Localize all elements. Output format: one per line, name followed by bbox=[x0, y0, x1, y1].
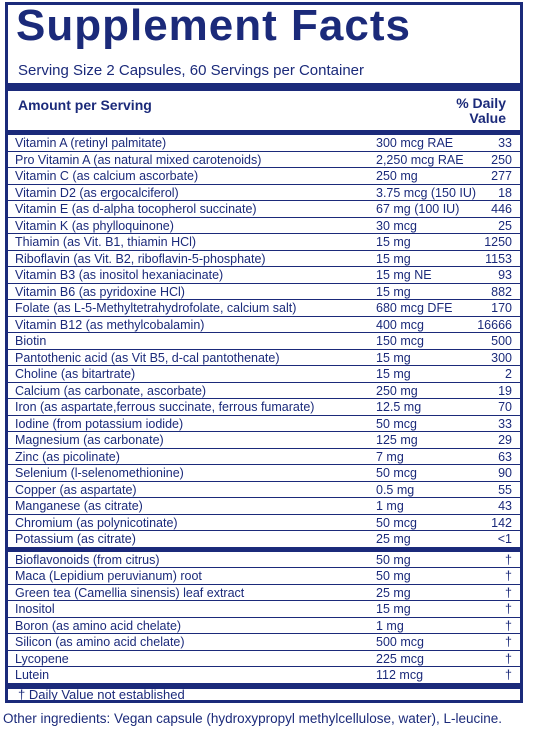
nutrient-amount: 50 mcg bbox=[376, 515, 417, 530]
nutrient-amount: 15 mg bbox=[376, 602, 411, 616]
nutrient-name: Silicon (as amino acid chelate) bbox=[15, 635, 185, 649]
nutrient-name: Choline (as bitartrate) bbox=[15, 367, 136, 381]
nutrient-amount: 25 mg bbox=[376, 532, 411, 546]
nutrient-amount: 50 mg bbox=[376, 552, 411, 567]
nutrient-daily-value: 170 bbox=[491, 301, 512, 315]
nutrient-daily-value: 90 bbox=[498, 466, 512, 480]
nutrient-name: Vitamin B6 (as pyridoxine HCl) bbox=[15, 284, 185, 299]
nutrient-daily-value: 446 bbox=[491, 202, 512, 216]
nutrient-daily-value: † bbox=[505, 618, 512, 633]
table-row bbox=[8, 185, 520, 202]
nutrient-amount: 0.5 mg bbox=[376, 482, 415, 497]
nutrient-daily-value: 25 bbox=[498, 218, 512, 233]
nutrient-amount: 50 mg bbox=[376, 569, 411, 583]
nutrient-amount: 50 mcg bbox=[376, 466, 417, 480]
nutrient-name: Boron (as amino acid chelate) bbox=[15, 618, 182, 633]
nutrient-amount: 1 mg bbox=[376, 618, 404, 633]
nutrient-name: Pro Vitamin A (as natural mixed carotenoids) bbox=[15, 152, 262, 167]
nutrient-daily-value: † bbox=[505, 552, 512, 567]
nutrient-name: Folate (as L-5-Methyltetrahydrofolate, calcium salt) bbox=[15, 301, 297, 315]
nutrient-amount: 680 mcg DFE bbox=[376, 301, 453, 315]
nutrient-daily-value: 277 bbox=[491, 169, 512, 183]
nutrient-amount: 2,250 mcg RAE bbox=[376, 152, 464, 167]
nutrient-name: Lutein bbox=[15, 668, 50, 682]
nutrient-name: Biotin bbox=[15, 334, 47, 348]
table-row bbox=[8, 284, 520, 301]
nutrient-amount: 15 mg bbox=[376, 235, 411, 249]
nutrient-name: Selenium (l-selenomethionine) bbox=[15, 466, 184, 480]
nutrient-amount: 3.75 mcg (150 IU) bbox=[376, 185, 477, 200]
panel-title: Supplement Facts bbox=[16, 1, 411, 50]
nutrient-daily-value: 55 bbox=[498, 482, 512, 497]
nutrient-name: Magnesium (as carbonate) bbox=[15, 433, 164, 447]
nutrient-daily-value: † bbox=[505, 569, 512, 583]
nutrient-name: Bioflavonoids (from citrus) bbox=[15, 552, 160, 567]
nutrient-daily-value: 70 bbox=[498, 400, 512, 414]
table-row bbox=[8, 399, 520, 416]
nutrient-amount: 150 mcg bbox=[376, 334, 424, 348]
nutrient-daily-value: 63 bbox=[498, 449, 512, 464]
nutrient-daily-value: 882 bbox=[491, 284, 512, 299]
table-row bbox=[8, 201, 520, 218]
nutrient-name: Vitamin K (as phylloquinone) bbox=[15, 218, 174, 233]
nutrient-amount: 15 mg bbox=[376, 350, 411, 365]
other-ingredients: Other ingredients: Vegan capsule (hydroxypropyl methylcellulose, water), L-leucine. bbox=[3, 711, 503, 726]
daily-value-header bbox=[446, 96, 506, 126]
nutrient-daily-value: <1 bbox=[497, 532, 512, 546]
nutrient-name: Potassium (as citrate) bbox=[15, 532, 136, 546]
table-row bbox=[8, 601, 520, 618]
nutrient-daily-value: 1250 bbox=[484, 235, 512, 249]
nutrient-name: Vitamin B3 (as inositol hexaniacinate) bbox=[15, 268, 224, 282]
table-row bbox=[8, 300, 520, 317]
nutrient-daily-value: 2 bbox=[505, 367, 512, 381]
nutrient-table bbox=[8, 135, 520, 689]
table-row bbox=[8, 135, 520, 152]
nutrient-amount: 250 mg bbox=[376, 383, 418, 398]
table-row bbox=[8, 552, 520, 569]
table-row bbox=[8, 651, 520, 668]
nutrient-name: Vitamin C (as calcium ascorbate) bbox=[15, 169, 199, 183]
nutrient-name: Green tea (Camellia sinensis) leaf extract bbox=[15, 585, 245, 600]
nutrient-amount: 15 mg bbox=[376, 367, 411, 381]
nutrient-name: Lycopene bbox=[15, 651, 69, 666]
table-row bbox=[8, 333, 520, 350]
nutrient-name: Thiamin (as Vit. B1, thiamin HCl) bbox=[15, 235, 197, 249]
table-row bbox=[8, 585, 520, 602]
nutrient-daily-value: † bbox=[505, 585, 512, 600]
nutrient-daily-value: 16666 bbox=[477, 317, 512, 332]
nutrient-name: Iodine (from potassium iodide) bbox=[15, 416, 184, 431]
nutrient-daily-value: 18 bbox=[498, 185, 512, 200]
table-row bbox=[8, 267, 520, 284]
nutrient-name: Maca (Lepidium peruvianum) root bbox=[15, 569, 202, 583]
nutrient-amount: 7 mg bbox=[376, 449, 404, 464]
nutrient-name: Calcium (as carbonate, ascorbate) bbox=[15, 383, 207, 398]
nutrient-daily-value: 250 bbox=[491, 152, 512, 167]
nutrient-name: Vitamin B12 (as methylcobalamin) bbox=[15, 317, 205, 332]
nutrient-name: Zinc (as picolinate) bbox=[15, 449, 120, 464]
nutrient-amount: 500 mcg bbox=[376, 635, 424, 649]
nutrient-daily-value: 142 bbox=[491, 515, 512, 530]
nutrient-name: Vitamin E (as d-alpha tocopherol succinate) bbox=[15, 202, 257, 216]
nutrient-amount: 30 mcg bbox=[376, 218, 417, 233]
nutrient-daily-value: 93 bbox=[498, 268, 512, 282]
table-row bbox=[8, 482, 520, 499]
table-row bbox=[8, 218, 520, 235]
nutrient-name: Iron (as aspartate,ferrous succinate, ferrous fumarate) bbox=[15, 400, 315, 414]
table-row bbox=[8, 634, 520, 651]
daily-value-header-line1: % Daily bbox=[456, 95, 506, 111]
nutrient-daily-value: 43 bbox=[498, 499, 512, 513]
nutrient-amount: 12.5 mg bbox=[376, 400, 422, 414]
nutrient-name: Riboflavin (as Vit. B2, riboflavin-5-phosphate) bbox=[15, 251, 266, 266]
nutrient-name: Manganese (as citrate) bbox=[15, 499, 143, 513]
footnote: † Daily Value not established bbox=[18, 687, 185, 702]
nutrient-amount: 300 mcg RAE bbox=[376, 136, 454, 150]
daily-value-header-line2: Value bbox=[469, 110, 506, 126]
table-row bbox=[8, 251, 520, 268]
table-row bbox=[8, 366, 520, 383]
nutrient-name: Pantothenic acid (as Vit B5, d-cal pantothenate) bbox=[15, 350, 280, 365]
nutrient-amount: 225 mcg bbox=[376, 651, 424, 666]
nutrient-amount: 112 mcg bbox=[376, 668, 424, 682]
nutrient-amount: 15 mg bbox=[376, 251, 411, 266]
nutrient-daily-value: 29 bbox=[498, 433, 512, 447]
table-row bbox=[8, 449, 520, 466]
nutrient-name: Inositol bbox=[15, 602, 55, 616]
nutrient-daily-value: † bbox=[505, 602, 512, 616]
table-row bbox=[8, 465, 520, 482]
nutrient-amount: 250 mg bbox=[376, 169, 418, 183]
nutrient-daily-value: 33 bbox=[498, 416, 512, 431]
nutrient-amount: 125 mg bbox=[376, 433, 418, 447]
nutrient-daily-value: † bbox=[505, 668, 512, 682]
nutrient-name: Chromium (as polynicotinate) bbox=[15, 515, 178, 530]
nutrient-amount: 67 mg (100 IU) bbox=[376, 202, 460, 216]
table-row bbox=[8, 618, 520, 635]
nutrient-daily-value: 19 bbox=[498, 383, 512, 398]
table-row bbox=[8, 416, 520, 433]
amount-per-serving-header: Amount per Serving bbox=[18, 97, 152, 113]
table-row bbox=[8, 667, 520, 684]
nutrient-daily-value: 33 bbox=[498, 136, 512, 150]
nutrient-name: Copper (as aspartate) bbox=[15, 482, 137, 497]
table-row bbox=[8, 498, 520, 515]
nutrient-daily-value: 300 bbox=[491, 350, 512, 365]
nutrient-name: Vitamin A (retinyl palmitate) bbox=[15, 136, 167, 150]
table-row bbox=[8, 568, 520, 585]
table-row bbox=[8, 234, 520, 251]
table-row bbox=[8, 317, 520, 334]
table-row bbox=[8, 152, 520, 169]
table-row bbox=[8, 383, 520, 400]
nutrient-daily-value: † bbox=[505, 651, 512, 666]
table-row bbox=[8, 531, 520, 548]
table-row bbox=[8, 168, 520, 185]
thick-rule bbox=[8, 83, 520, 91]
nutrient-amount: 50 mcg bbox=[376, 416, 417, 431]
nutrient-amount: 1 mg bbox=[376, 499, 404, 513]
supplement-facts-panel bbox=[5, 2, 523, 703]
table-row bbox=[8, 432, 520, 449]
nutrient-amount: 15 mg bbox=[376, 284, 411, 299]
nutrient-amount: 15 mg NE bbox=[376, 268, 432, 282]
nutrient-name: Vitamin D2 (as ergocalciferol) bbox=[15, 185, 179, 200]
nutrient-daily-value: 1153 bbox=[485, 251, 512, 266]
nutrient-daily-value: † bbox=[505, 635, 512, 649]
nutrient-amount: 25 mg bbox=[376, 585, 411, 600]
table-row bbox=[8, 350, 520, 367]
table-row bbox=[8, 515, 520, 532]
nutrient-amount: 400 mcg bbox=[376, 317, 424, 332]
nutrient-daily-value: 500 bbox=[491, 334, 512, 348]
serving-size: Serving Size 2 Capsules, 60 Servings per Container bbox=[18, 62, 365, 79]
